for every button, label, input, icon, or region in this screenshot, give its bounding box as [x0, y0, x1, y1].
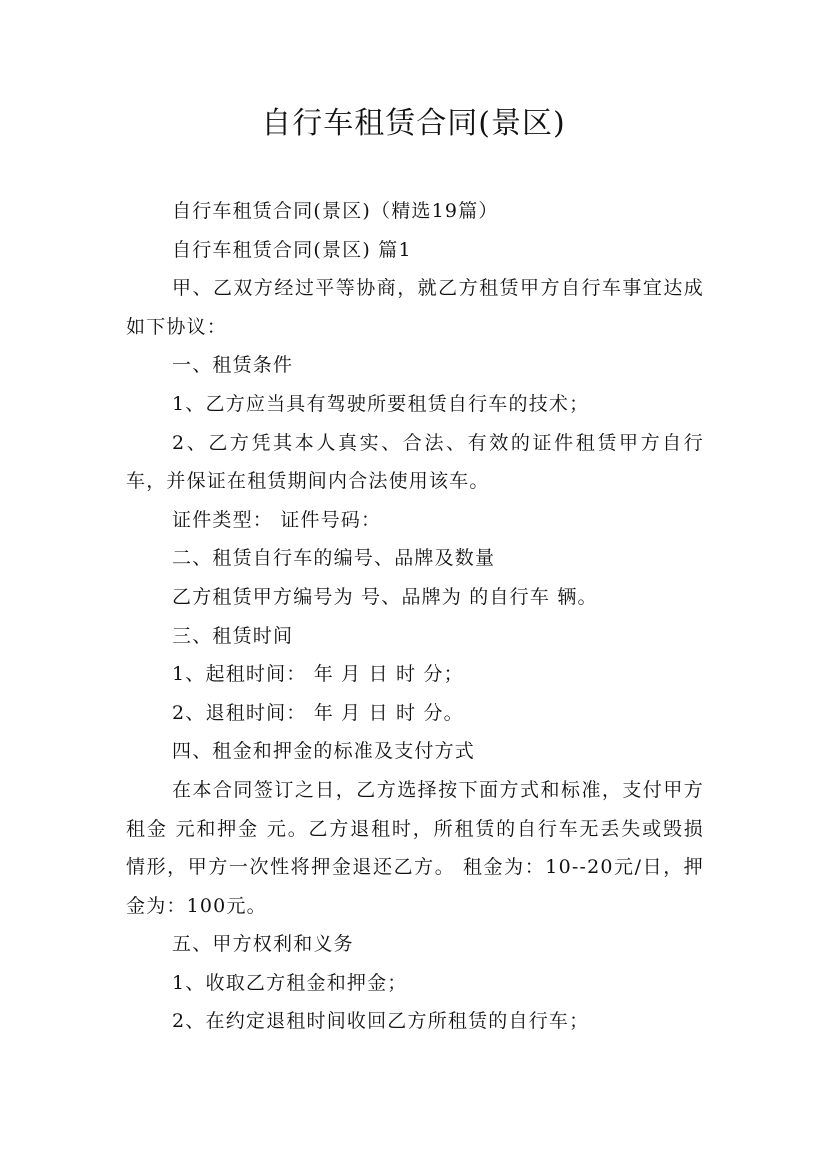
paragraph-clause-heading: 五、甲方权利和义务 — [172, 933, 354, 956]
paragraph-clause-item: 2、乙方凭其本人真实、合法、有效的证件租赁甲方自行车，并保证在租赁期间内合法使用该车。 — [126, 431, 704, 493]
paragraph-section-heading: 自行车租赁合同(景区) 篇1 — [172, 238, 412, 261]
paragraph-clause-heading: 一、租赁条件 — [172, 354, 294, 377]
document-title: 自行车租赁合同(景区) — [261, 106, 566, 141]
paragraph-intro: 甲、乙双方经过平等协商，就乙方租赁甲方自行车事宜达成如下协议： — [126, 277, 704, 338]
paragraph-clause-heading: 二、租赁自行车的编号、品牌及数量 — [172, 547, 496, 570]
paragraph-clause-item: 乙方租赁甲方编号为 号、品牌为 的自行车 辆。 — [172, 585, 598, 608]
paragraph-subtitle: 自行车租赁合同(景区)（精选19篇） — [172, 200, 499, 222]
paragraph-clause-heading: 四、租金和押金的标准及支付方式 — [172, 740, 476, 763]
paragraph-clause-item: 2、退租时间： 年 月 日 时 分。 — [172, 701, 464, 724]
paragraph-clause-item: 在本合同签订之日，乙方选择按下面方式和标准，支付甲方租金 元和押金 元。乙方退租时，所租赁的自行车无丢失或毁损情形，甲方一次性将押金退还乙方。 租金为：10--20元/日，押金为：100元。 — [126, 778, 704, 917]
paragraph-clause-item: 1、起租时间： 年 月 日 时 分； — [172, 663, 464, 686]
paragraph-clause-item: 1、乙方应当具有驾驶所要租赁自行车的技术； — [172, 392, 590, 415]
paragraph-clause-item: 2、在约定退租时间收回乙方所租赁的自行车； — [172, 1010, 590, 1033]
paragraph-id-fields: 证件类型： 证件号码： — [172, 508, 382, 531]
document-body — [126, 192, 704, 1041]
paragraph-clause-heading: 三、租赁时间 — [172, 624, 294, 647]
paragraph-clause-item: 1、收取乙方租金和押金； — [172, 971, 408, 994]
